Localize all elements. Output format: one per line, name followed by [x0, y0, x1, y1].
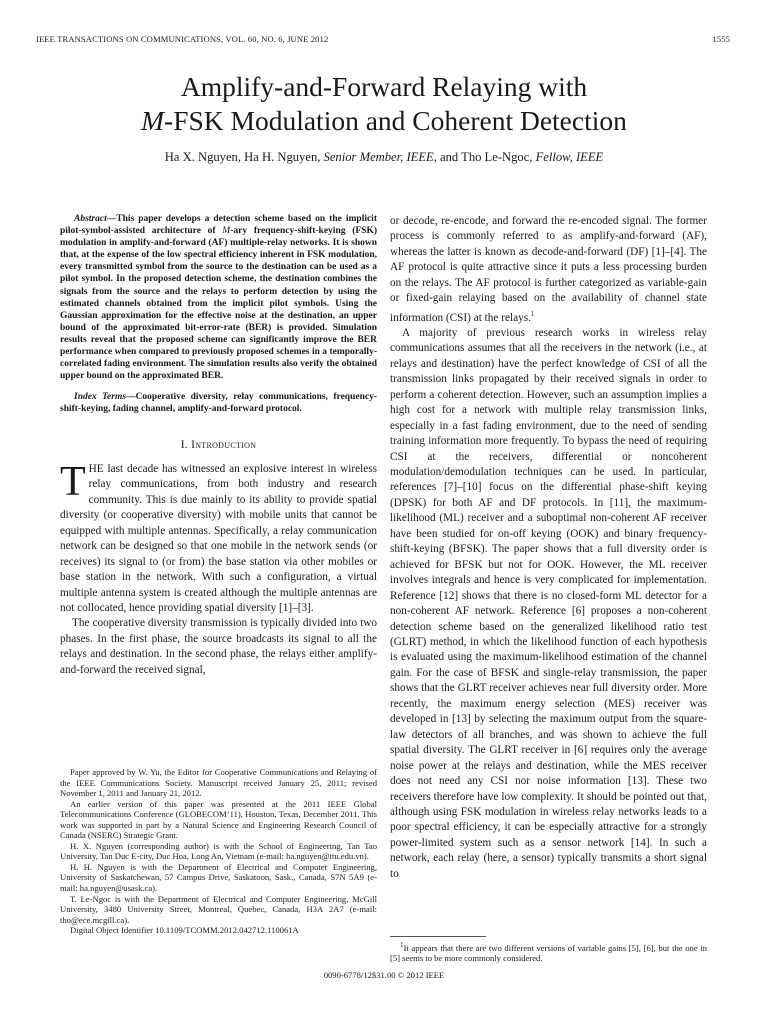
- left-column: [60, 213, 377, 678]
- footnote-1-text: It appears that there are two different versions of variable gains [5], [6], but the one in [5] seems to be more commonly considered.: [390, 942, 707, 964]
- footnote-author-1: H. X. Nguyen (corresponding author) is with the School of Engineering, Tan Tao University, Tan Duc E-city, Duc Hoa, Long An, Vietnam (e-mail: ha.nguyen@ttu.edu.vn).: [60, 840, 377, 862]
- paper-title: [0, 70, 768, 138]
- right-paragraph-1: [390, 214, 707, 326]
- footnote-rule: [390, 936, 486, 937]
- index-terms-label: Index Terms: [74, 392, 127, 403]
- intro-paragraph-2: The cooperative diversity transmission is typically divided into two phases. In the first phase, the source broadcasts its signal to all the relays and destination. In the second phase, the relays either amplify-and-forward the received signal,: [60, 617, 377, 676]
- footnote-author-2: H. H. Nguyen is with the Department of Electrical and Computer Engineering, University of Saskatchewan, 57 Campus Drive, Saskatoon, Sask., Canada, S7N 5A9 (e-mail: ha.nguyen@usask.ca).: [60, 861, 377, 894]
- right-paragraph-1-text: or decode, re-encode, and forward the re-encoded signal. The former process is commonly referred to as amplify-and-forward (AF), whereas the latter is known as decode-and-forward (DF) [1]–[4]. The AF protocol is quite attractive since it puts a less processing burden on the relays. The AF protocol is further categorized as variable-gain or fixed-gain relaying based on the availability of channel state information (CSI) at the relays.: [390, 215, 707, 324]
- index-terms: [60, 391, 377, 415]
- section-numeral: I.: [180, 438, 192, 451]
- right-column: [390, 214, 707, 882]
- footnote-author-3: T. Le-Ngoc is with the Department of Electrical and Computer Engineering, McGill University, 3480 University Street, Montreal, Quebec, Canada, H3A 2A7 (e-mail: tho@ece.mcgill.ca).: [60, 893, 377, 925]
- intro-paragraph-1: [60, 458, 377, 617]
- page-number: 1555: [712, 34, 730, 44]
- drop-cap: T: [60, 458, 86, 505]
- index-terms-text: —Cooperative diversity, relay communications, frequency-shift-keying, fading channel, amplify-and-forward protocol.: [60, 392, 377, 415]
- title-line-1: Amplify-and-Forward Relaying with: [180, 71, 588, 102]
- author-list: [0, 150, 768, 165]
- author-1: Ha X. Nguyen, Ha H. Nguyen,: [164, 150, 324, 164]
- title-m: M: [141, 105, 165, 136]
- abstract-text-a: —This paper develops a detection scheme based on the implicit pilot-symbol-assisted architecture of: [60, 214, 377, 237]
- footnote-conference: An earlier version of this paper was presented at the 2011 IEEE Global Telecommunications Conference (GLOBECOM’11), Houston, Texas, December 2011. This work was supported in part by a Natural Science and Engineering Research Council of Canada (NSERC) Strategic Grant.: [60, 798, 377, 841]
- abstract-label: Abstract: [74, 214, 107, 224]
- journal-name: IEEE TRANSACTIONS ON COMMUNICATIONS, VOL. 60, NO. 6, JUNE 2012: [36, 34, 329, 44]
- abstract-text-b: -ary frequency-shift-keying (FSK) modulation in amplify-and-forward (AF) multiple-relay networks. It is shown that, at the expense of the low spectral efficiency inherent in FSK modulation, every transmitted symbol from the source to the destination can be used as a pilot symbol. In the proposed detection scheme, the destination combines the signals from the source and the relays to perform detection by using the estimated channels obtained from the implicit pilot symbols. Using the Gaussian approximation for the effective noise at the destination, an upper bound of the approximated bit-error-rate (BER) is provided. Simulation results reveal that the proposed scheme can significantly improve the BER performance when compared to previously proposed schemes in a temporally-correlated fading environment. The simulation results also verify the obtained upper bound on the approximated BER.: [60, 226, 377, 382]
- author-2-role: Fellow, IEEE: [535, 150, 604, 164]
- footnote-doi: Digital Object Identifier 10.1109/TCOMM.2012.042712.110061A: [70, 925, 299, 936]
- author-2: , and Tho Le-Ngoc,: [433, 150, 536, 164]
- author-1-role: Senior Member, IEEE: [323, 150, 434, 164]
- intro-paragraph-1-text: HE last decade has witnessed an explosive interest in wireless relay communications, from both industry and research community. This is due mainly to its ability to provide spatial diversity (or cooperative diversity) with mobile units that cannot be equipped with multiple antennas. Specifically, a relay communication network can be designed so that one mobile in the network sends (or receives) its signal to (or from) the base station via other mobiles or base station in the network. With such a configuration, a virtual multiple antenna system is created although the multiple antennas are not collocated, hence providing spatial diversity [1]–[3].: [60, 462, 377, 615]
- footnote-editor: Paper approved by W. Yu, the Editor for Cooperative Communications and Relaying of the IEEE Communications Society. Manuscript received January 25, 2011; revised November 1, 2011 and January 21, 2012.: [60, 767, 377, 799]
- section-title: Introduction: [191, 438, 257, 451]
- footnote-marker: 1: [530, 309, 535, 318]
- section-heading: [60, 438, 377, 453]
- first-page-footnotes: [60, 767, 377, 936]
- right-paragraph-2: A majority of previous research works in wireless relay communications assumes that all the receivers in the network (i.e., at relays and destination) have the perfect knowledge of CSI of all the transmission links propagated by their received signals in order to perform a coherent detection. However, such an assumption implies a high cost for a network with multiple relay transmission links, especially in a fast fading environment, due to the need of sending training information more frequently. To bypass the need of requiring CSI at the receivers, differential or noncoherent modulation/demodulation techniques can be used. In particular, references [7]–[10] focus on the differential phase-shift keying (DPSK) for both AF and DF protocols. In [11], the maximum-likelihood (ML) receiver and a suboptimal non-coherent AF receiver have been studied for on-off keying (OOK) and binary frequency-shift-keying (BFSK). The paper shows that a full diversity order is achieved for BFSK but not for OOK. However, the ML receiver involves integrals and hence is very complicated for implementation. Reference [12] shows that there is no closed-form ML detector for a non-coherent AF network. Reference [6] proposes a non-coherent detection scheme based on the generalized likelihood ratio test (GLRT) method, in which the likelihood function of each hypothesis is evaluated using the maximum-likelihood estimation of the channel gain. For the case of BFSK and single-relay transmission, the paper shows that the GLRT receiver achieves near full diversity order. More recently, the maximum energy selection (MES) receiver was developed in [13] by selecting the maximum output from the square-law detectors of all branches, and was shown to achieve the full spatial diversity. The GLRT receiver in [6] requires only the average noise power at the relays and destination, while the MES receiver does not need any CSI nor noise information [13]. These two receivers therefore have low complexity. It should be pointed out that, although using FSK modulation in wireless relay networks leads to a poor spectral efficiency, it can be especially attractive for a strongly power-limited system such as a sensor network [14]. In such a network, each relay (here, a sensor) typically transmits a short signal to: [390, 326, 707, 880]
- abstract: [60, 213, 377, 382]
- running-head: [36, 34, 730, 48]
- copyright-line: 0090-6778/12$31.00 © 2012 IEEE: [323, 970, 445, 980]
- title-line-2: [0, 104, 768, 138]
- title-line-2-rest: -FSK Modulation and Coherent Detection: [164, 105, 627, 136]
- abstract-m: M: [222, 226, 231, 237]
- footnote-1: [390, 940, 707, 964]
- footnote-1-mark: 1: [400, 941, 404, 949]
